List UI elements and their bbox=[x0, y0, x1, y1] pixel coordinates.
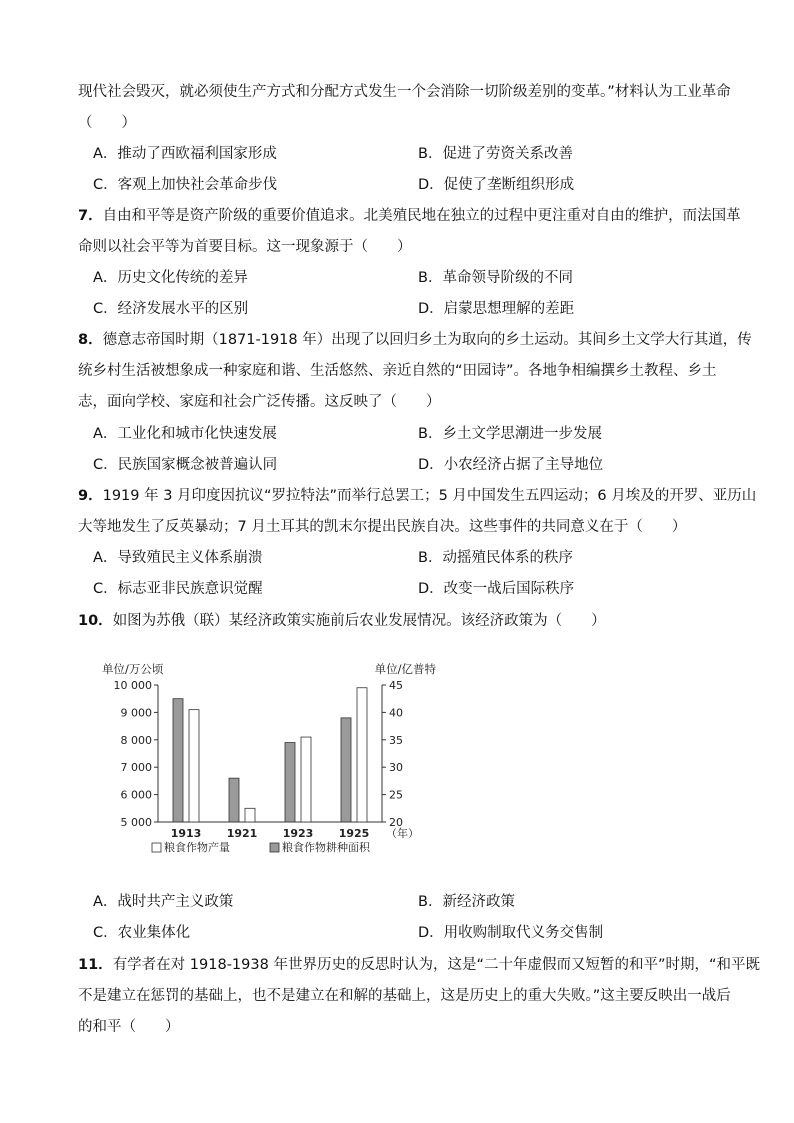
q10-number: 10． bbox=[78, 613, 113, 629]
y-left-tick-label: 9 000 bbox=[120, 706, 152, 720]
q7-option-c: C．经济发展水平的区别 bbox=[93, 301, 249, 317]
q8-stem-line3: 志，面向学校、家庭和社会广泛传播。这反映了（ ） bbox=[78, 394, 441, 410]
legend-swatch-output bbox=[152, 843, 161, 852]
y-left-tick-label: 10 000 bbox=[113, 679, 152, 692]
q10-option-a: A．战时共产主义政策 bbox=[93, 894, 234, 910]
q8-stem-line1 bbox=[78, 330, 752, 350]
legend-label-area: 粮食作物耕种面积 bbox=[282, 841, 370, 854]
x-tick-label: 1925 bbox=[338, 827, 370, 840]
y-left-tick-label: 6 000 bbox=[120, 788, 152, 802]
y-right-tick-label: 30 bbox=[389, 761, 403, 775]
q10-stem-text: 如图为苏俄（联）某经济政策实施前后农业发展情况。该经济政策为（ ） bbox=[112, 613, 606, 629]
bar-output-1921 bbox=[245, 808, 255, 822]
y-right-tick-label: 40 bbox=[389, 706, 403, 720]
q7-stem-line1 bbox=[78, 206, 741, 226]
q9-stem-text: 1919 年 3 月印度因抗议“罗拉特法”而举行总罢工；5 月中国发生五四运动；6 月埃及的开罗、亚历山 bbox=[102, 488, 757, 504]
chart-bars bbox=[173, 688, 367, 822]
q11-stem-text: 有学者在对 1918-1938 年世界历史的反思时认为，这是“二十年虚假而又短暂的和平”时期，“和平既 bbox=[112, 957, 760, 973]
q8-option-d: D．小农经济占据了主导地位 bbox=[418, 457, 604, 473]
q8-option-c: C．民族国家概念被普遍认同 bbox=[93, 457, 278, 473]
q10-option-d: D．用收购制取代义务交售制 bbox=[418, 925, 604, 941]
q11-number: 11． bbox=[78, 957, 113, 973]
q6-answer-blank: （ ） bbox=[78, 115, 136, 131]
y-left-axis-label: 单位/万公顷 bbox=[102, 662, 164, 676]
q6-stem-line1: 现代社会毁灭，就必须使生产方式和分配方式发生一个会消除一切阶级差别的变革。”材料认为工业革命 bbox=[78, 84, 731, 100]
x-tick-label: 1913 bbox=[170, 827, 202, 840]
y-right-tick-label: 20 bbox=[389, 816, 403, 829]
y-left-tick-label: 7 000 bbox=[120, 761, 152, 775]
q8-stem-text: 德意志帝国时期（1871-1918 年）出现了以回归乡土为取向的乡土运动。其间乡土文学大行其道，传 bbox=[102, 332, 752, 348]
x-axis-unit: （年） bbox=[386, 827, 419, 840]
q11-stem-line1 bbox=[78, 955, 760, 975]
q10-stem-line1 bbox=[78, 611, 606, 631]
q8-option-b: B．乡土文学思潮进一步发展 bbox=[418, 426, 602, 442]
q9-option-c: C．标志亚非民族意识觉醒 bbox=[93, 581, 263, 597]
q7-number: 7． bbox=[78, 208, 103, 224]
legend-swatch-area bbox=[270, 843, 279, 852]
q7-option-a: A．历史文化传统的差异 bbox=[93, 270, 248, 286]
agriculture-chart bbox=[100, 655, 460, 860]
q11-stem-line3: 的和平（ ） bbox=[78, 1019, 180, 1035]
q9-option-a: A．导致殖民主义体系崩溃 bbox=[93, 550, 263, 566]
q7-option-d: D．启蒙思想理解的差距 bbox=[418, 301, 575, 317]
bar-area-1925 bbox=[341, 718, 351, 822]
legend-label-output: 粮食作物产量 bbox=[164, 841, 230, 854]
y-left-tick-label: 8 000 bbox=[120, 733, 152, 747]
y-right-axis-label: 单位/亿普特 bbox=[374, 662, 436, 676]
q10-option-c: C．农业集体化 bbox=[93, 925, 191, 941]
bar-area-1921 bbox=[229, 778, 239, 822]
bar-output-1925 bbox=[357, 688, 367, 822]
q9-stem-line1 bbox=[78, 486, 756, 506]
q6-option-c: C．客观上加快社会革命步伐 bbox=[93, 177, 278, 193]
q10-option-b: B．新经济政策 bbox=[418, 894, 515, 910]
q6-option-b: B．促进了劳资关系改善 bbox=[418, 146, 573, 162]
q8-number: 8． bbox=[78, 332, 103, 348]
x-tick-label: 1923 bbox=[282, 827, 314, 840]
q7-stem-text: 自由和平等是资产阶级的重要价值追求。北美殖民地在独立的过程中更注重对自由的维护，而法国革 bbox=[102, 208, 741, 224]
q11-stem-line2: 不是建立在惩罚的基础上，也不是建立在和解的基础上，这是历史上的重大失败。”这主要反映出一战后 bbox=[78, 988, 731, 1004]
q7-stem-line2: 命则以社会平等为首要目标。这一现象源于（ ） bbox=[78, 239, 412, 255]
chart-labels bbox=[102, 662, 436, 854]
bar-output-1913 bbox=[189, 710, 199, 822]
q8-stem-line2: 统乡村生活被想象成一种家庭和谐、生活悠然、亲近自然的“田园诗”。各地争相编撰乡土教程、乡土 bbox=[78, 363, 717, 379]
q9-number: 9． bbox=[78, 488, 103, 504]
q6-option-d: D．促使了垄断组织形成 bbox=[418, 177, 575, 193]
bar-output-1923 bbox=[301, 737, 311, 822]
bar-area-1923 bbox=[285, 743, 295, 822]
y-left-tick-label: 5 000 bbox=[120, 816, 152, 829]
q9-option-d: D．改变一战后国际秩序 bbox=[418, 581, 575, 597]
q7-option-b: B．革命领导阶级的不同 bbox=[418, 270, 573, 286]
bar-area-1913 bbox=[173, 699, 183, 822]
q8-option-a: A．工业化和城市化快速发展 bbox=[93, 426, 277, 442]
q6-option-a: A．推动了西欧福利国家形成 bbox=[93, 146, 277, 162]
y-right-tick-label: 35 bbox=[389, 733, 403, 747]
y-right-tick-label: 45 bbox=[389, 679, 403, 692]
y-right-tick-label: 25 bbox=[389, 788, 403, 802]
x-tick-label: 1921 bbox=[226, 827, 258, 840]
q9-option-b: B．动摇殖民体系的秩序 bbox=[418, 550, 573, 566]
q9-stem-line2: 大等地发生了反英暴动；7 月土耳其的凯末尔提出民族自决。这些事件的共同意义在于（ ） bbox=[78, 519, 687, 535]
